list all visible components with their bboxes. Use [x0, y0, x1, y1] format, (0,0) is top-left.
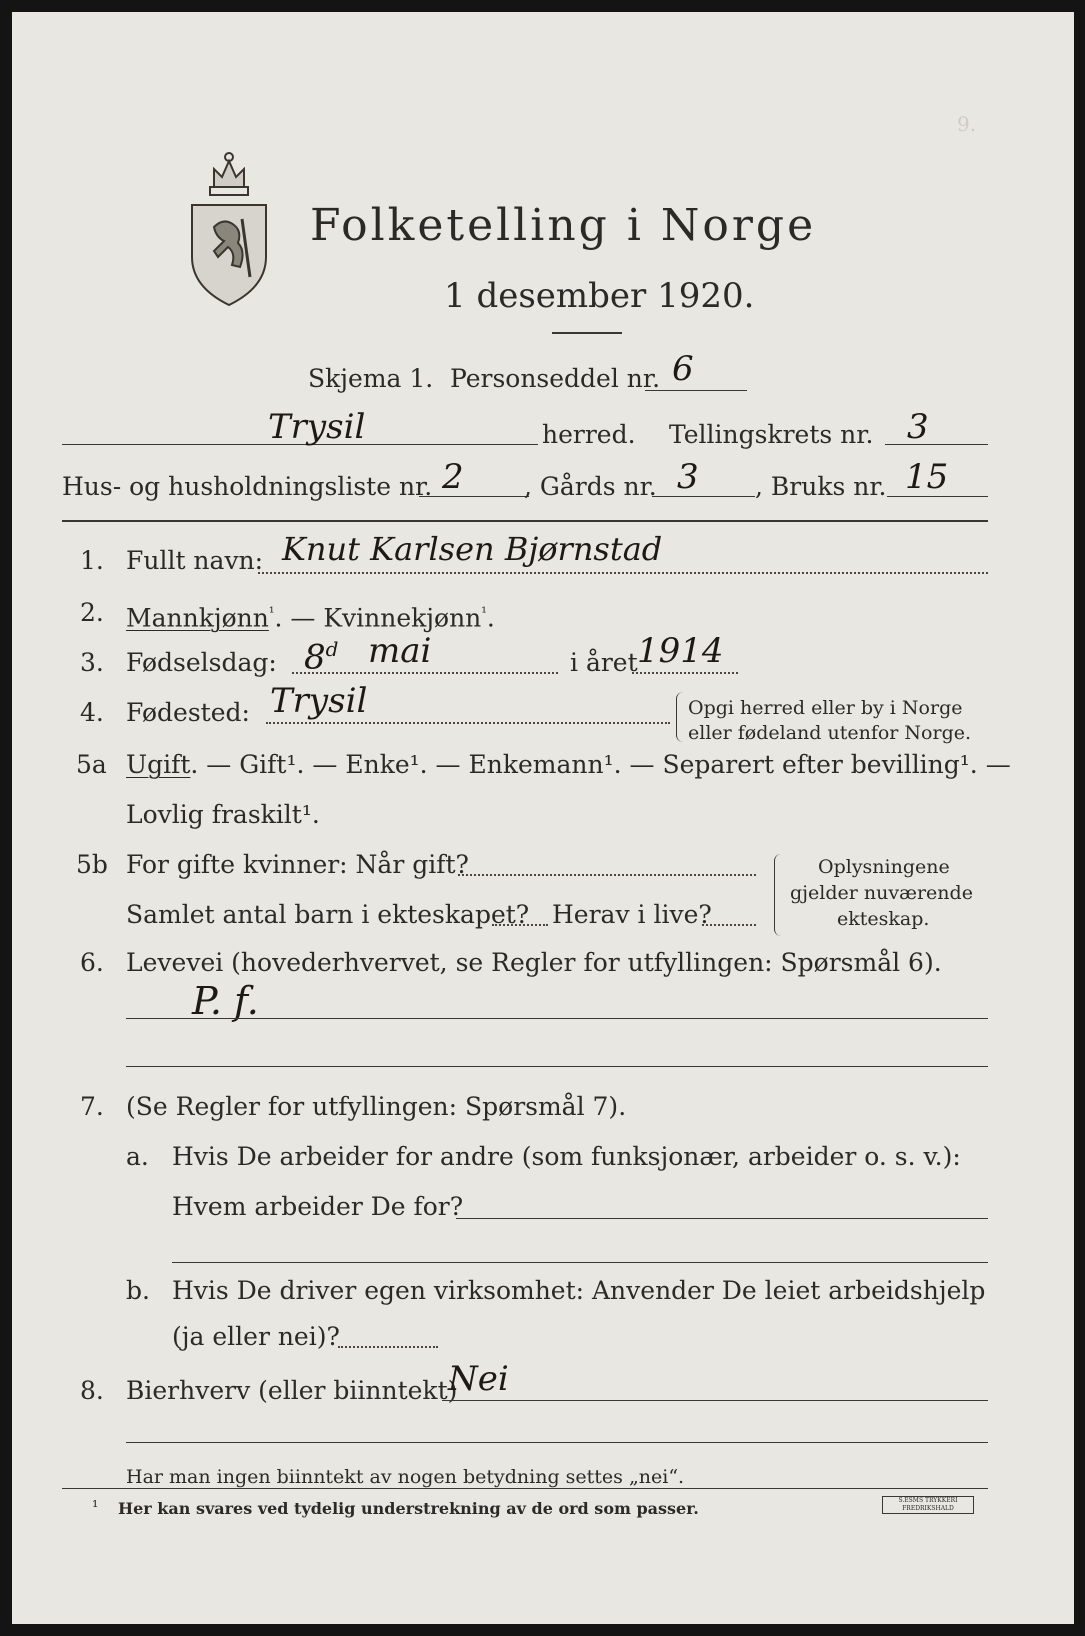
footnote-text: Her kan svares ved tydelig understrekning av de ord som passer.: [118, 1499, 699, 1518]
q7a-line1: [456, 1218, 988, 1219]
q4-number: 4.: [80, 698, 104, 727]
hus-value: 2: [442, 457, 464, 497]
q5a-line2: Lovlig fraskilt¹.: [126, 800, 320, 829]
q6-line1: [126, 1018, 988, 1019]
q4-note-line1: Opgi herred eller by i Norge: [688, 697, 963, 719]
q1-full-name-value: Knut Karlsen Bjørnstad: [282, 530, 663, 568]
q5b-note-line3: ekteskap.: [837, 908, 930, 930]
q4-note-bracket: [676, 692, 683, 742]
title-divider: [552, 332, 622, 334]
q7a-letter: a.: [126, 1142, 149, 1171]
q6-label: Levevei (hovederhvervet, se Regler for utfyllingen: Spørsmål 6).: [126, 948, 942, 977]
q4-label: Fødested:: [126, 698, 250, 727]
herred-label: herred.: [542, 420, 636, 449]
q7a-line2: [172, 1262, 988, 1263]
q8-secondary-income-value: Nei: [448, 1359, 509, 1399]
hus-line: [419, 496, 529, 497]
q7a-text: Hvis De arbeider for andre (som funksjonær, arbeider o. s. v.):: [172, 1142, 961, 1171]
bruks-label: , Bruks nr.: [755, 472, 887, 501]
q1-number: 1.: [80, 546, 104, 575]
q3-year-value: 1914: [637, 631, 724, 671]
q7-label: (Se Regler for utfyllingen: Spørsmål 7).: [126, 1092, 627, 1121]
q8-line2: [126, 1442, 988, 1443]
q3-year-line: [632, 672, 738, 674]
tellingskrets-line: [885, 444, 988, 445]
footnote-mark: ¹: [92, 1497, 99, 1516]
q2-end: .: [486, 603, 495, 633]
q5a-number: 5a: [76, 750, 107, 779]
q6-line2: [126, 1066, 988, 1067]
footnote-divider: [62, 1488, 988, 1489]
q5b-naar-gift-line: [458, 874, 756, 876]
q2-sup-2: ¹: [481, 605, 487, 621]
hus-label: Hus- og husholdningsliste nr.: [62, 472, 433, 501]
personseddel-value: 6: [672, 349, 694, 389]
q3-year-label: i året: [570, 648, 638, 677]
q7b-text: Hvis De driver egen virksomhet: Anvender De leiet arbeidshjelp: [172, 1276, 986, 1305]
tellingskrets-value: 3: [907, 407, 929, 447]
census-date: 1 desember 1920.: [444, 276, 755, 316]
q7b-line: [338, 1346, 438, 1348]
gards-line: [652, 496, 755, 497]
q5b-live-line: [702, 924, 756, 926]
gards-value: 3: [677, 457, 699, 497]
q4-line: [266, 722, 670, 724]
bruks-value: 15: [905, 457, 949, 497]
q5a-rest: . — Gift¹. — Enke¹. — Enkemann¹. — Separert efter bevilling¹. —: [190, 750, 1011, 779]
nei-instruction: Har man ingen biinntekt av nogen betydning settes „nei“.: [126, 1466, 685, 1488]
q7b-question: (ja eller nei)?: [172, 1322, 340, 1351]
form-title: Folketelling i Norge: [310, 200, 817, 251]
q3-number: 3.: [80, 648, 104, 677]
q5b-note-bracket: [774, 854, 781, 936]
personseddel-label: Personseddel nr.: [450, 364, 661, 393]
q2-mannkjonn-underlined: Mannkjønn: [126, 603, 269, 633]
q7a-question: Hvem arbeider De for?: [172, 1192, 464, 1221]
q8-line1: [442, 1400, 988, 1401]
q3-month-value: mai: [368, 631, 432, 671]
q6-occupation-value: P. f.: [192, 979, 259, 1023]
q5b-note-line1: Oplysningene: [818, 856, 950, 878]
norway-coat-of-arms-icon: [184, 147, 274, 307]
q2-separator: . —: [274, 603, 324, 633]
personseddel-line: [645, 390, 747, 391]
q5b-number: 5b: [76, 850, 108, 879]
q2-sup-1: ¹: [268, 605, 275, 621]
q2-options: [126, 598, 495, 633]
q4-note-line2: eller fødeland utenfor Norge.: [688, 722, 972, 744]
q5b-line1: For gifte kvinner: Når gift?: [126, 850, 469, 879]
header-divider: [62, 520, 988, 522]
q5b-note-line2: gjelder nuværende: [790, 882, 973, 904]
q1-line: [258, 572, 988, 574]
q8-number: 8.: [80, 1376, 104, 1405]
q3-label: Fødselsdag:: [126, 648, 277, 677]
q2-kvinnekjonn: Kvinnekjønn: [323, 603, 482, 633]
q3-day-value: 8$^d$: [304, 637, 339, 678]
gards-label: , Gårds nr.: [524, 472, 657, 501]
census-form-page: [12, 12, 1074, 1624]
q5b-line2a: Samlet antal barn i ekteskapet?: [126, 900, 530, 929]
q8-label: Bierhverv (eller biinntekt): [126, 1376, 458, 1405]
herred-value: Trysil: [268, 407, 366, 447]
q7b-letter: b.: [126, 1276, 150, 1305]
q2-number: 2.: [80, 598, 104, 627]
tellingskrets-label: Tellingskrets nr.: [669, 420, 874, 449]
skjema-label: Skjema 1.: [308, 364, 434, 393]
q4-birthplace-value: Trysil: [270, 681, 368, 721]
printer-stamp: S.ESMS TRYKKERI FREDRIKSHALD: [882, 1496, 974, 1514]
q1-label: Fullt navn:: [126, 546, 264, 575]
q5a-ugift-underlined: Ugift: [126, 750, 191, 779]
bleed-through-text: 9.: [957, 112, 977, 136]
q5b-barn-line: [492, 924, 548, 926]
q6-number: 6.: [80, 948, 104, 977]
q7-number: 7.: [80, 1092, 104, 1121]
q5b-line2b: Herav i live?: [552, 900, 712, 929]
q5a-options: [126, 750, 1011, 780]
